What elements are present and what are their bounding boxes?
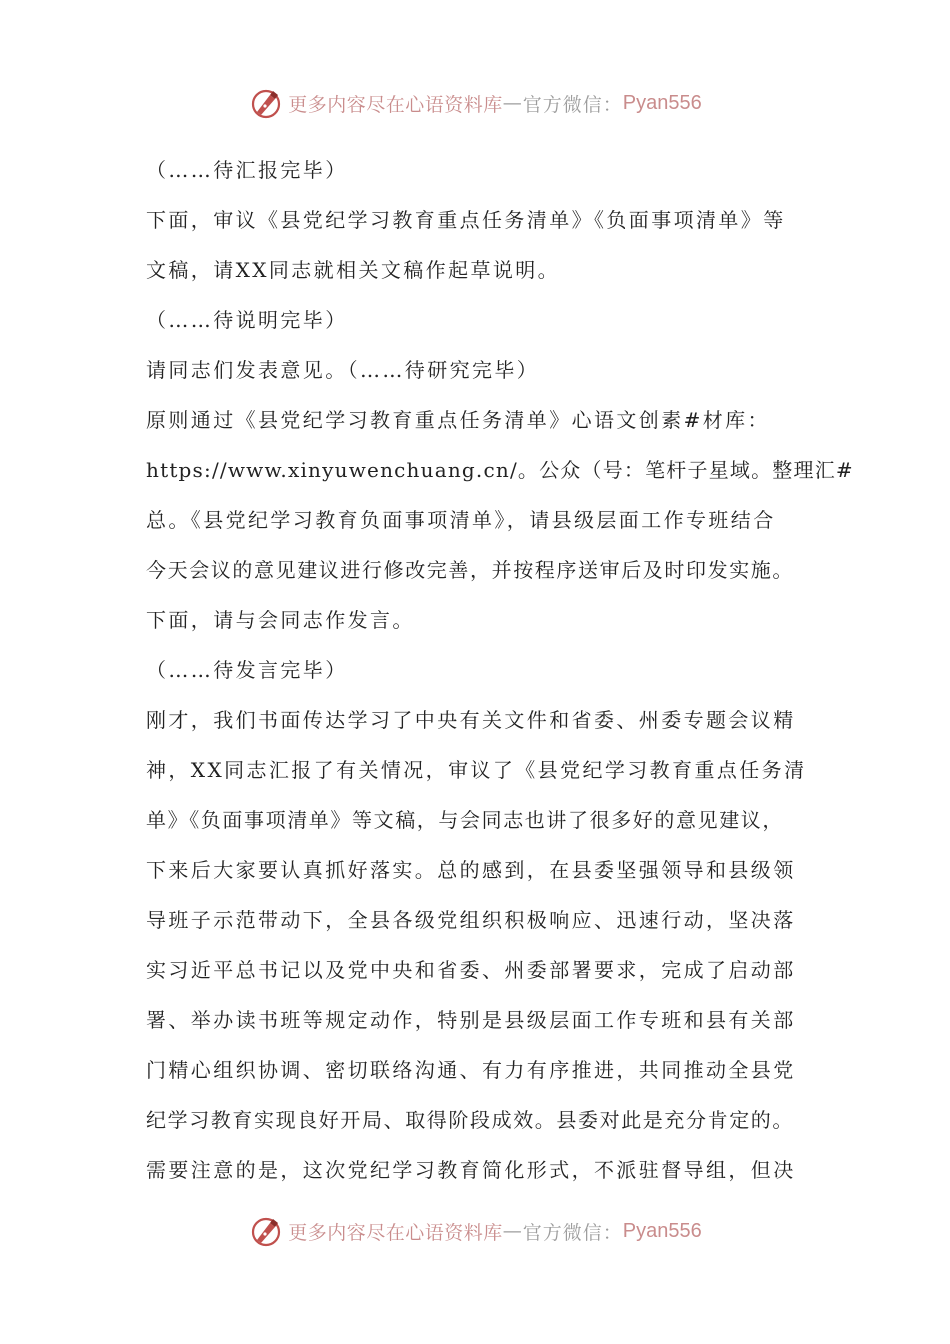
pen-nib-logo-icon xyxy=(248,1213,284,1249)
watermark-wechat-id: Pyan556 xyxy=(622,91,702,114)
watermark-dash: — xyxy=(502,1220,523,1242)
footer-watermark xyxy=(0,1211,950,1251)
body-line: （……待汇报完毕） xyxy=(146,158,348,182)
body-line: 导班子示范带动下，全县各级党组织积极响应、迅速行动，坚决落 xyxy=(146,908,796,932)
body-line: 请同志们发表意见。（……待研究完毕） xyxy=(146,358,540,382)
body-line: （……待发言完毕） xyxy=(146,658,348,682)
body-line: 需要注意的是，这次党纪学习教育简化形式，不派驻督导组，但决 xyxy=(146,1158,796,1182)
body-line: 实习近平总书记以及党中央和省委、州委部署要求，完成了启动部 xyxy=(146,958,796,982)
document-body xyxy=(146,145,854,1195)
body-line: 今天会议的意见建议进行修改完善，并按程序送审后及时印发实施。 xyxy=(146,558,794,582)
watermark-wechat-label: 官方微信： xyxy=(522,1221,623,1244)
body-line-url: https://www.xinyuwenchuang.cn/。公众（号：笔杆子星域。整理汇# xyxy=(146,458,854,482)
watermark-wechat-label: 官方微信： xyxy=(522,93,623,116)
body-line: 神，XX同志汇报了有关情况，审议了《县党纪学习教育重点任务清 xyxy=(146,758,807,782)
body-line: 文稿，请XX同志就相关文稿作起草说明。 xyxy=(146,258,561,282)
body-line: 下面，请与会同志作发言。 xyxy=(146,608,415,632)
watermark-site-text: 更多内容尽在心语资料库 xyxy=(288,93,503,116)
body-line: 刚才，我们书面传达学习了中央有关文件和省委、州委专题会议精 xyxy=(146,708,796,732)
body-line: 总。《县党纪学习教育负面事项清单》，请县级层面工作专班结合 xyxy=(146,508,776,532)
watermark-dash: — xyxy=(502,92,523,114)
body-line: 下来后大家要认真抓好落实。总的感到，在县委坚强领导和县级领 xyxy=(146,858,796,882)
body-line: 下面，审议《县党纪学习教育重点任务清单》《负面事项清单》等 xyxy=(146,208,786,232)
watermark-site-text: 更多内容尽在心语资料库 xyxy=(288,1221,503,1244)
body-line: 署、举办读书班等规定动作，特别是县级层面工作专班和县有关部 xyxy=(146,1008,796,1032)
body-line: 纪学习教育实现良好开局、取得阶段成效。县委对此是充分肯定的。 xyxy=(146,1108,794,1132)
watermark-wechat-id: Pyan556 xyxy=(622,1219,702,1242)
body-line: 原则通过《县党纪学习教育重点任务清单》心语文创素#材库： xyxy=(146,408,770,432)
pen-nib-logo-icon xyxy=(248,85,284,121)
header-watermark xyxy=(0,83,950,123)
body-line: 单》《负面事项清单》等文稿，与会同志也讲了很多好的意见建议， xyxy=(146,808,784,832)
body-line: （……待说明完毕） xyxy=(146,308,348,332)
body-line: 门精心组织协调、密切联络沟通、有力有序推进，共同推动全县党 xyxy=(146,1058,796,1082)
